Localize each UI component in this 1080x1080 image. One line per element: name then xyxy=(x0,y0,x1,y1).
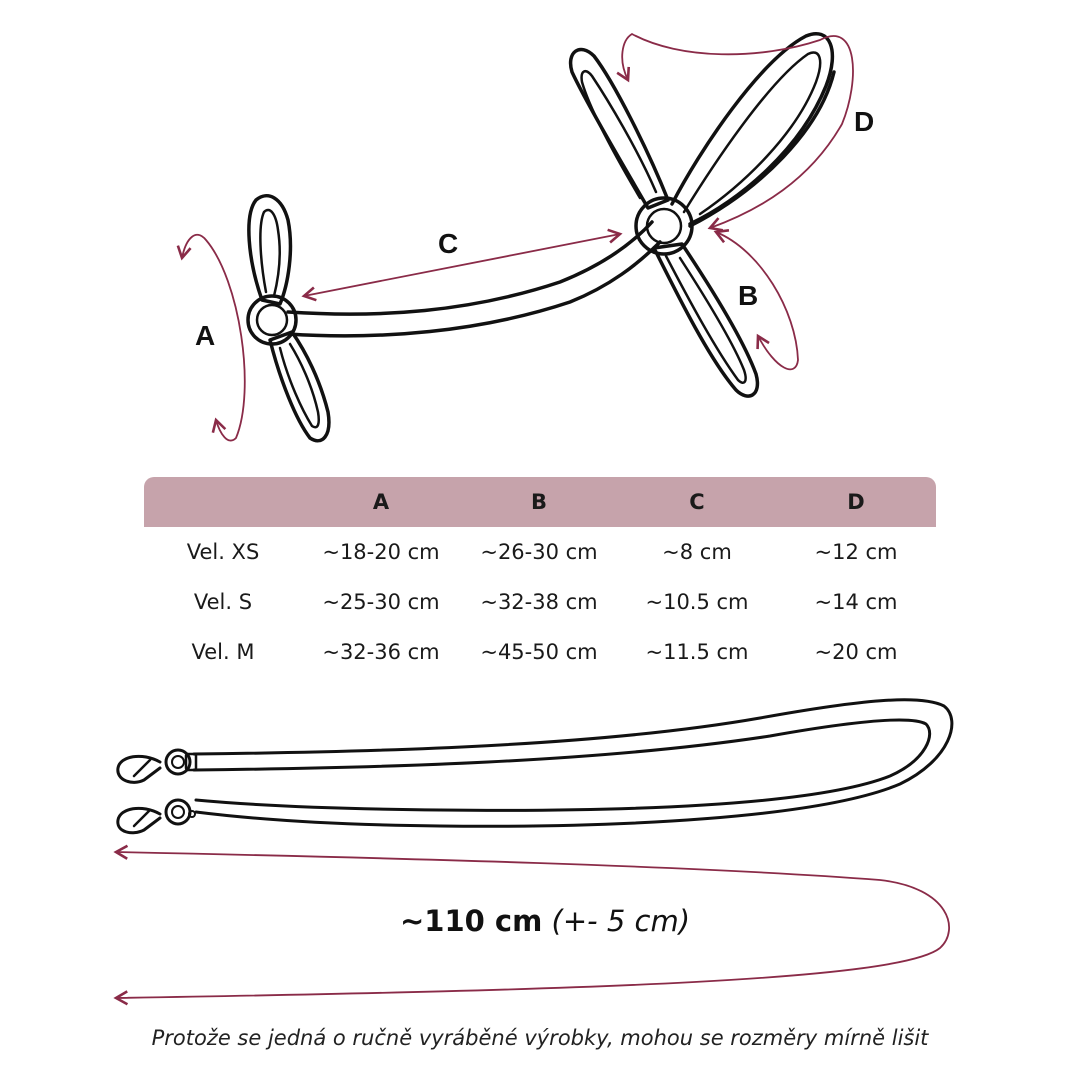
neck-loop-upper xyxy=(249,196,291,304)
label-b: B xyxy=(738,280,759,311)
size-name: Vel. S xyxy=(193,590,253,614)
cell-d: ~14 cm xyxy=(814,590,898,614)
size-name: Vel. M xyxy=(191,640,255,664)
cell-c: ~8 cm xyxy=(662,540,732,564)
cell-a: ~32-36 cm xyxy=(322,640,440,664)
cell-c: ~11.5 cm xyxy=(645,640,749,664)
leash-length-value: ~110 cm xyxy=(399,904,543,938)
header-d: D xyxy=(776,477,936,527)
cell-c: ~10.5 cm xyxy=(645,590,749,614)
label-a: A xyxy=(195,320,216,351)
leash-strap xyxy=(194,700,952,826)
table-header-row xyxy=(144,477,936,527)
table-row xyxy=(144,627,936,677)
cell-a: ~18-20 cm xyxy=(322,540,440,564)
snap-hook-top xyxy=(118,750,196,782)
header-size xyxy=(144,477,302,527)
footnote: Protože se jedná o ručně vyráběné výrobky, mohou se rozměry mírně lišit xyxy=(151,1026,929,1050)
cell-d: ~20 cm xyxy=(814,640,898,664)
header-b: B xyxy=(460,477,618,527)
size-name: Vel. XS xyxy=(186,540,260,564)
size-table xyxy=(144,477,936,677)
harness-diagram xyxy=(0,0,1080,470)
cell-b: ~32-38 cm xyxy=(480,590,598,614)
header-a: A xyxy=(302,477,460,527)
b-loop xyxy=(654,244,757,396)
label-c: C xyxy=(438,228,459,259)
table-row xyxy=(144,527,936,577)
leash-length-tolerance: (+- 5 cm) xyxy=(551,904,691,938)
leash-length-label xyxy=(0,904,1080,938)
table-row xyxy=(144,577,936,627)
label-d: D xyxy=(854,106,875,137)
cell-b: ~26-30 cm xyxy=(480,540,598,564)
arrow-c xyxy=(304,234,620,296)
back-strap xyxy=(288,222,652,314)
cell-d: ~12 cm xyxy=(814,540,898,564)
cell-a: ~25-30 cm xyxy=(322,590,440,614)
snap-hook-bottom xyxy=(118,800,195,833)
cell-b: ~45-50 cm xyxy=(480,640,598,664)
header-c: C xyxy=(618,477,776,527)
